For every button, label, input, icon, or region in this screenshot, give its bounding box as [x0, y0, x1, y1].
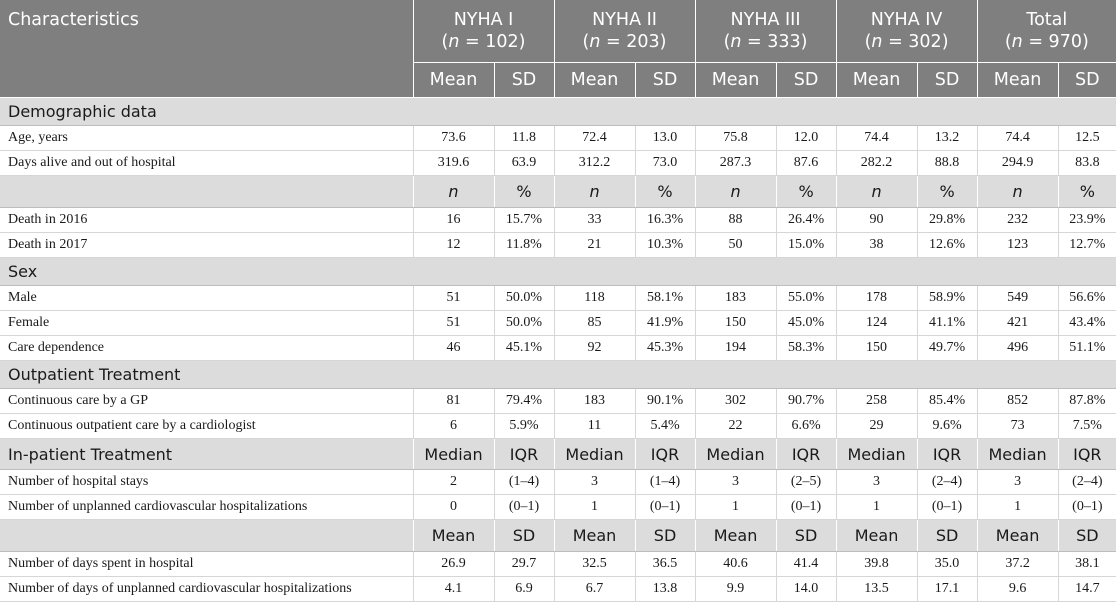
characteristics-header: Characteristics: [0, 0, 413, 98]
table-cell: 58.1%: [635, 286, 695, 311]
table-cell: 5.4%: [635, 414, 695, 439]
subheader-cell: IQR: [917, 439, 977, 470]
row-label: Number of days spent in hospital: [0, 552, 413, 577]
table-cell: 58.3%: [776, 336, 836, 361]
subheader-mean-sd: [0, 520, 1116, 552]
table-cell: 11: [554, 414, 635, 439]
subheader-cell: SD: [917, 520, 977, 552]
table-row: [0, 151, 1116, 176]
table-cell: 45.3%: [635, 336, 695, 361]
subheader-cell: IQR: [494, 439, 554, 470]
table-cell: 282.2: [836, 151, 917, 176]
subheader-cell: SD: [776, 520, 836, 552]
table-cell: 32.5: [554, 552, 635, 577]
row-label: Number of unplanned cardiovascular hospitalizations: [0, 495, 413, 520]
table-cell: 12.5: [1058, 126, 1116, 151]
table-cell: 312.2: [554, 151, 635, 176]
table-cell: 319.6: [413, 151, 494, 176]
table-cell: 72.4: [554, 126, 635, 151]
table-cell: 15.0%: [776, 233, 836, 258]
header-row: [0, 0, 1116, 63]
table-cell: 90.7%: [776, 389, 836, 414]
row-label: Death in 2017: [0, 233, 413, 258]
table-row: [0, 389, 1116, 414]
table-cell: 13.5: [836, 577, 917, 602]
table-cell: 6.7: [554, 577, 635, 602]
row-label: Male: [0, 286, 413, 311]
subheader-cell: SD: [494, 520, 554, 552]
col-sd: SD: [917, 63, 977, 98]
table-cell: 11.8: [494, 126, 554, 151]
table-cell: 178: [836, 286, 917, 311]
table-cell: 26.9: [413, 552, 494, 577]
table-cell: 3: [554, 470, 635, 495]
table-cell: 150: [695, 311, 776, 336]
table-cell: 23.9%: [1058, 208, 1116, 233]
table-cell: 21: [554, 233, 635, 258]
table-cell: 549: [977, 286, 1058, 311]
table-cell: 124: [836, 311, 917, 336]
subheader-cell: n: [836, 176, 917, 208]
table-cell: 73: [977, 414, 1058, 439]
table-cell: 232: [977, 208, 1058, 233]
table-cell: 33: [554, 208, 635, 233]
table-row: [0, 126, 1116, 151]
row-label: Female: [0, 311, 413, 336]
table-cell: 29.7: [494, 552, 554, 577]
subheader-cell: Median: [413, 439, 494, 470]
table-cell: 75.8: [695, 126, 776, 151]
table-cell: 51: [413, 286, 494, 311]
subheader-cell: %: [494, 176, 554, 208]
group-header-nyha-3: NYHA III (n = 333): [695, 0, 836, 63]
col-mean: Mean: [695, 63, 776, 98]
col-mean: Mean: [413, 63, 494, 98]
table-cell: (0–1): [1058, 495, 1116, 520]
subheader-cell: n: [413, 176, 494, 208]
subheader-cell: Mean: [554, 520, 635, 552]
table-cell: 183: [554, 389, 635, 414]
table-cell: 38: [836, 233, 917, 258]
table-cell: 1: [554, 495, 635, 520]
table-cell: 73.6: [413, 126, 494, 151]
col-mean: Mean: [977, 63, 1058, 98]
table-cell: 16.3%: [635, 208, 695, 233]
table-cell: 5.9%: [494, 414, 554, 439]
subheader-cell: %: [635, 176, 695, 208]
table-cell: 12.0: [776, 126, 836, 151]
table-cell: 74.4: [836, 126, 917, 151]
table-cell: 4.1: [413, 577, 494, 602]
section-inpatient: In-patient Treatment Median IQR Median IQR Median IQR Median IQR Median IQR: [0, 439, 1116, 470]
subheader-n-percent: [0, 176, 1116, 208]
table-cell: 41.1%: [917, 311, 977, 336]
table-cell: 3: [695, 470, 776, 495]
table-cell: 36.5: [635, 552, 695, 577]
table-cell: 79.4%: [494, 389, 554, 414]
table-cell: 50.0%: [494, 311, 554, 336]
table-cell: 73.0: [635, 151, 695, 176]
table-cell: (0–1): [494, 495, 554, 520]
table-cell: 118: [554, 286, 635, 311]
table-cell: 7.5%: [1058, 414, 1116, 439]
subheader-cell: n: [977, 176, 1058, 208]
table-cell: (1–4): [494, 470, 554, 495]
table-cell: 43.4%: [1058, 311, 1116, 336]
table-cell: 29: [836, 414, 917, 439]
table-cell: (2–4): [917, 470, 977, 495]
table-cell: 13.8: [635, 577, 695, 602]
table-cell: 0: [413, 495, 494, 520]
subheader-cell: n: [695, 176, 776, 208]
table-row: [0, 577, 1116, 602]
table-cell: 87.8%: [1058, 389, 1116, 414]
table-cell: 3: [836, 470, 917, 495]
table-row: [0, 336, 1116, 361]
table-cell: 183: [695, 286, 776, 311]
table-cell: 81: [413, 389, 494, 414]
table-cell: 6: [413, 414, 494, 439]
table-cell: 88.8: [917, 151, 977, 176]
table-cell: 51: [413, 311, 494, 336]
table-cell: 6.6%: [776, 414, 836, 439]
subheader-cell: Median: [554, 439, 635, 470]
table-cell: 302: [695, 389, 776, 414]
table-cell: 194: [695, 336, 776, 361]
group-header-nyha-2: NYHA II (n = 203): [554, 0, 695, 63]
col-mean: Mean: [554, 63, 635, 98]
table-cell: 12.6%: [917, 233, 977, 258]
table-row: [0, 552, 1116, 577]
table-row: [0, 414, 1116, 439]
table-cell: 14.7: [1058, 577, 1116, 602]
table-cell: 55.0%: [776, 286, 836, 311]
row-label: Number of days of unplanned cardiovascular hospitalizations: [0, 577, 413, 602]
table-cell: 1: [695, 495, 776, 520]
table-cell: 51.1%: [1058, 336, 1116, 361]
table-cell: 39.8: [836, 552, 917, 577]
table-cell: 90: [836, 208, 917, 233]
subheader-cell: Median: [695, 439, 776, 470]
table-cell: 29.8%: [917, 208, 977, 233]
table-cell: 9.6: [977, 577, 1058, 602]
table-cell: 50: [695, 233, 776, 258]
table-cell: 49.7%: [917, 336, 977, 361]
row-label: Days alive and out of hospital: [0, 151, 413, 176]
col-sd: SD: [635, 63, 695, 98]
subheader-cell: SD: [635, 520, 695, 552]
table-cell: 45.1%: [494, 336, 554, 361]
table-cell: 258: [836, 389, 917, 414]
table-cell: 45.0%: [776, 311, 836, 336]
table-cell: (1–4): [635, 470, 695, 495]
table-cell: 83.8: [1058, 151, 1116, 176]
table-cell: 87.6: [776, 151, 836, 176]
group-header-nyha-1: NYHA I (n = 102): [413, 0, 554, 63]
row-label: Care dependence: [0, 336, 413, 361]
table-cell: 92: [554, 336, 635, 361]
subheader-cell: Mean: [413, 520, 494, 552]
table-row: [0, 311, 1116, 336]
subheader-cell: Mean: [836, 520, 917, 552]
table-cell: 38.1: [1058, 552, 1116, 577]
row-label: Age, years: [0, 126, 413, 151]
table-cell: 58.9%: [917, 286, 977, 311]
table-cell: 123: [977, 233, 1058, 258]
table-cell: 16: [413, 208, 494, 233]
table-cell: 41.9%: [635, 311, 695, 336]
subheader-cell: IQR: [635, 439, 695, 470]
col-sd: SD: [494, 63, 554, 98]
table-cell: 74.4: [977, 126, 1058, 151]
table-row: [0, 208, 1116, 233]
subheader-cell: %: [1058, 176, 1116, 208]
table-cell: 1: [977, 495, 1058, 520]
table-cell: 50.0%: [494, 286, 554, 311]
subheader-cell: Median: [977, 439, 1058, 470]
table-cell: 56.6%: [1058, 286, 1116, 311]
subheader-cell: Median: [836, 439, 917, 470]
table-cell: 46: [413, 336, 494, 361]
col-sd: SD: [776, 63, 836, 98]
table-cell: 26.4%: [776, 208, 836, 233]
table-cell: 12.7%: [1058, 233, 1116, 258]
table-cell: 287.3: [695, 151, 776, 176]
group-header-total: Total (n = 970): [977, 0, 1116, 63]
table-cell: (2–5): [776, 470, 836, 495]
row-label: Continuous care by a GP: [0, 389, 413, 414]
table-row: [0, 470, 1116, 495]
table-cell: 1: [836, 495, 917, 520]
table-cell: 40.6: [695, 552, 776, 577]
table-cell: 496: [977, 336, 1058, 361]
table-cell: 37.2: [977, 552, 1058, 577]
table-cell: 421: [977, 311, 1058, 336]
table-cell: 88: [695, 208, 776, 233]
table-cell: 14.0: [776, 577, 836, 602]
table-row: [0, 233, 1116, 258]
table-cell: 11.8%: [494, 233, 554, 258]
table-cell: 9.9: [695, 577, 776, 602]
subheader-cell: n: [554, 176, 635, 208]
col-sd: SD: [1058, 63, 1116, 98]
table-cell: 10.3%: [635, 233, 695, 258]
table-cell: (2–4): [1058, 470, 1116, 495]
table-cell: 9.6%: [917, 414, 977, 439]
table-cell: 63.9: [494, 151, 554, 176]
table-cell: 17.1: [917, 577, 977, 602]
table-cell: 294.9: [977, 151, 1058, 176]
table-cell: (0–1): [917, 495, 977, 520]
table-cell: 13.0: [635, 126, 695, 151]
table-cell: 3: [977, 470, 1058, 495]
subheader-cell: Mean: [977, 520, 1058, 552]
table-cell: 15.7%: [494, 208, 554, 233]
table-cell: 6.9: [494, 577, 554, 602]
subheader-cell: %: [776, 176, 836, 208]
table-cell: 150: [836, 336, 917, 361]
section-demographic: Demographic data: [0, 98, 1116, 126]
section-sex: Sex: [0, 258, 1116, 286]
table-cell: (0–1): [776, 495, 836, 520]
row-label: Continuous outpatient care by a cardiologist: [0, 414, 413, 439]
subheader-cell: SD: [1058, 520, 1116, 552]
subheader-cell: IQR: [1058, 439, 1116, 470]
table-cell: (0–1): [635, 495, 695, 520]
table-cell: 12: [413, 233, 494, 258]
table-cell: 41.4: [776, 552, 836, 577]
subheader-cell: %: [917, 176, 977, 208]
table-row: [0, 286, 1116, 311]
table-cell: 22: [695, 414, 776, 439]
col-mean: Mean: [836, 63, 917, 98]
table-cell: 13.2: [917, 126, 977, 151]
subheader-cell: IQR: [776, 439, 836, 470]
table-cell: 35.0: [917, 552, 977, 577]
table-cell: 85: [554, 311, 635, 336]
table-cell: 85.4%: [917, 389, 977, 414]
subheader-cell: Mean: [695, 520, 776, 552]
table-row: [0, 495, 1116, 520]
table-cell: 90.1%: [635, 389, 695, 414]
table-cell: 2: [413, 470, 494, 495]
table-cell: 852: [977, 389, 1058, 414]
row-label: Number of hospital stays: [0, 470, 413, 495]
group-header-nyha-4: NYHA IV (n = 302): [836, 0, 977, 63]
section-outpatient: Outpatient Treatment: [0, 361, 1116, 389]
row-label: Death in 2016: [0, 208, 413, 233]
